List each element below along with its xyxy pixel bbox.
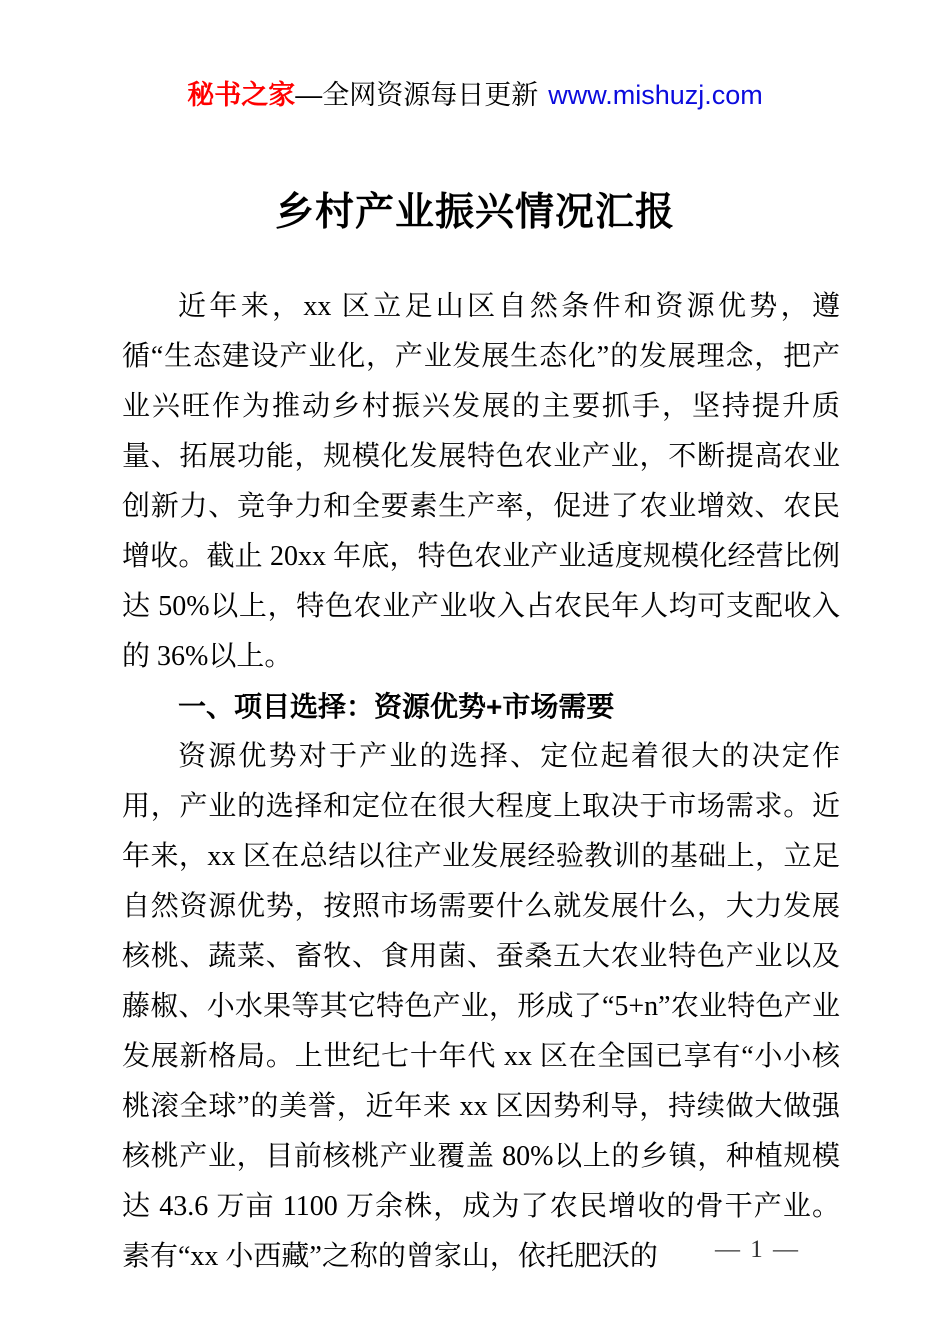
page-number: — 1 —	[715, 1236, 800, 1263]
section-heading-1: 一、项目选择：资源优势+市场需要	[178, 691, 615, 722]
document-title: 乡村产业振兴情况汇报	[274, 191, 675, 234]
site-brand: 秘书之家	[187, 80, 296, 110]
site-url-link[interactable]: www.mishuzj.com	[548, 80, 763, 110]
paragraph-intro: 近年来，xx 区立足山区自然条件和资源优势，遵循“生态建设产业化，产业发展生态化”的发展理念，把产业兴旺作为推动乡村振兴发展的主要抓手，坚持提升质量、拓展功能，规模化发展特色农业产业，不断提高农业创新力、竞争力和全要素生产率，促进了农业增效、农民增收。截止 20xx 年底，特色农业产业适度规模化经营比例达 50%以上，特色农业产业收入占农民年人均可支配收入的 36%以上。	[122, 291, 840, 672]
document-body	[122, 282, 840, 1282]
site-header	[0, 76, 950, 114]
site-tagline: —全网资源每日更新	[295, 80, 539, 110]
paragraph-section-1: 资源优势对于产业的选择、定位起着很大的决定作用，产业的选择和定位在很大程度上取决于市场需求。近年来，xx 区在总结以往产业发展经验教训的基础上，立足自然资源优势，按照市场需要什么就发展什么，大力发展核桃、蔬菜、畜牧、食用菌、蚕桑五大农业特色产业以及藤椒、小水果等其它特色产业，形成了“5+n”农业特色产业发展新格局。上世纪七十年代 xx 区在全国已享有“小小核桃滚全球”的美誉，近年来 xx 区因势利导，持续做大做强核桃产业，目前核桃产业覆盖 80%以上的乡镇，种植规模达 43.6 万亩 1100 万余株，成为了农民增收的骨干产业。素有“xx 小西藏”之称的曾家山，依托肥沃的	[122, 741, 840, 1272]
